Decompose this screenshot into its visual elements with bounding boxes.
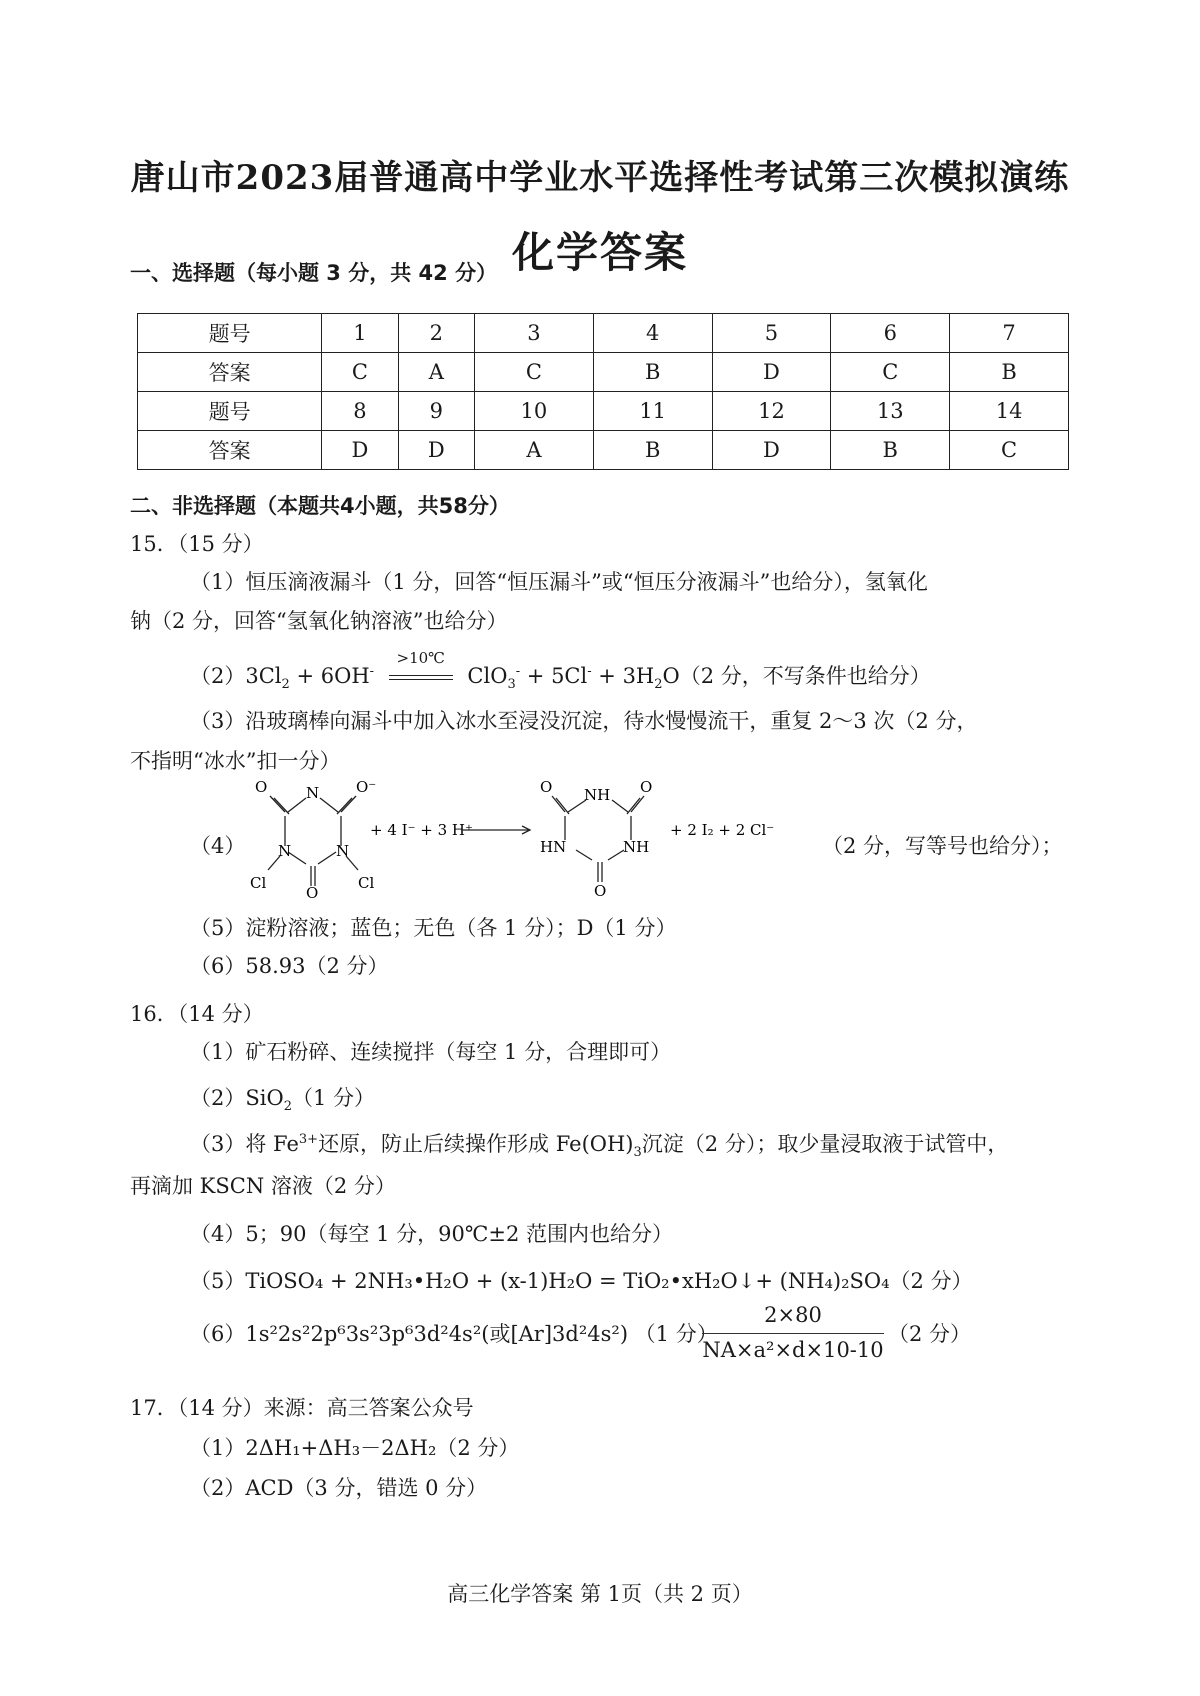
atom-label: O — [540, 778, 553, 796]
answer-table — [137, 313, 1069, 470]
density-fraction — [702, 1303, 884, 1362]
q15-part3-line2: 不指明“冰水”扣一分） — [130, 749, 341, 773]
atom-label: O — [255, 778, 268, 796]
section-1-heading: 一、选择题（每小题 3 分，共 42 分） — [130, 261, 498, 285]
table-cell: C — [831, 353, 950, 392]
fraction-numerator: 2×80 — [764, 1303, 822, 1327]
q16-part1: （1）矿石粉碎、连续搅拌（每空 1 分，合理即可） — [190, 1040, 672, 1064]
table-cell: D — [398, 431, 474, 470]
text-span: 沉淀（2 分）；取少量浸取液于试管中， — [641, 1132, 1009, 1156]
q16-part4: （4）5；90（每空 1 分，90℃±2 范围内也给分） — [190, 1222, 673, 1246]
atom-label: Cl — [250, 874, 267, 892]
page-title: 唐山市2023届普通高中学业水平选择性考试第三次模拟演练 — [130, 158, 1070, 198]
atom-label: NH — [584, 786, 611, 804]
table-row — [138, 431, 1069, 470]
reaction-condition-arrow — [389, 649, 453, 680]
table-cell: A — [398, 353, 474, 392]
table-cell: 5 — [712, 314, 831, 353]
table-cell: D — [712, 353, 831, 392]
table-cell: 答案 — [138, 431, 322, 470]
q15-part4-reaction-structures — [220, 770, 820, 900]
section-2-heading: 二、非选择题（本题共4小题，共58分） — [130, 494, 510, 518]
q16-part3-line2: 再滴加 KSCN 溶液（2 分） — [130, 1174, 396, 1198]
table-cell: C — [475, 353, 594, 392]
eq-text: + 3H — [591, 664, 655, 688]
table-cell: D — [322, 431, 398, 470]
table-row — [138, 353, 1069, 392]
text-span: （2）SiO — [190, 1086, 284, 1110]
eq-text: + 6OH — [289, 664, 370, 688]
table-cell: 14 — [950, 392, 1069, 431]
atom-label: NH — [623, 838, 650, 856]
q15-part4-label: （4） — [190, 834, 246, 858]
q16-part6: （6）1s²2s²2p⁶3s²3p⁶3d²4s²(或[Ar]3d²4s²) （1 分） — [190, 1322, 718, 1346]
table-cell: 12 — [712, 392, 831, 431]
atom-label: O — [640, 778, 653, 796]
q15-part6: （6）58.93（2 分） — [190, 954, 389, 978]
atom-label: N — [336, 842, 350, 860]
reaction-condition: >10℃ — [396, 649, 445, 667]
table-cell: B — [950, 353, 1069, 392]
page-footer: 高三化学答案 第 1页（共 2 页） — [447, 1582, 753, 1606]
atom-label: HN — [540, 838, 567, 856]
reaction-reagents: + 4 I⁻ + 3 H⁺ — [370, 821, 473, 839]
text-span: （1 分） — [291, 1086, 376, 1110]
table-cell: 6 — [831, 314, 950, 353]
q15-part4-note: （2 分，写等号也给分）； — [822, 834, 1063, 858]
table-cell: 7 — [950, 314, 1069, 353]
q17-part2: （2）ACD（3 分，错选 0 分） — [190, 1476, 488, 1500]
table-cell: 8 — [322, 392, 398, 431]
q15-part1-line1: （1）恒压滴液漏斗（1 分，回答“恒压漏斗”或“恒压分液漏斗”也给分），氢氧化 — [190, 570, 928, 594]
table-cell: 2 — [398, 314, 474, 353]
atom-label: O⁻ — [356, 778, 377, 796]
table-cell: 题号 — [138, 392, 322, 431]
q15-part5: （5）淀粉溶液；蓝色；无色（各 1 分）；D（1 分） — [190, 916, 677, 940]
q16-part5: （5）TiOSO₄ + 2NH₃•H₂O + (x-1)H₂O = TiO₂•xH₂O↓+ (NH₄)₂SO₄（2 分） — [190, 1269, 973, 1293]
table-cell: 13 — [831, 392, 950, 431]
atom-label: N — [306, 784, 320, 802]
table-cell: 9 — [398, 392, 474, 431]
page-subtitle: 化学答案 — [511, 228, 688, 277]
table-cell: B — [593, 431, 712, 470]
q16-part2: （2）SiO$_2$（1 分） — [190, 1086, 376, 1115]
q16-part3-line1: （3）将 $Fe^{3+}$还原，防止后续操作形成 $Fe(OH)_3$沉淀（2 分）；取少量浸取液于试管中， — [190, 1132, 1009, 1161]
q16-heading: 16．（14 分） — [130, 1002, 264, 1026]
text-span: 还原，防止后续操作形成 Fe(OH) — [318, 1132, 634, 1156]
table-cell: 答案 — [138, 353, 322, 392]
table-cell: A — [475, 431, 594, 470]
q17-part1: （1）2ΔH₁+ΔH₃－2ΔH₂（2 分） — [190, 1436, 520, 1460]
atom-label: O — [594, 882, 607, 900]
fraction-score: （2 分） — [888, 1322, 972, 1346]
table-cell: C — [322, 353, 398, 392]
table-cell: 4 — [593, 314, 712, 353]
table-cell: C — [950, 431, 1069, 470]
q15-part3-line1: （3）沿玻璃棒向漏斗中加入冰水至浸没沉淀，待水慢慢流干，重复 2～3 次（2 分， — [190, 709, 978, 733]
table-cell: B — [593, 353, 712, 392]
table-cell: 3 — [475, 314, 594, 353]
eq-text: ClO — [467, 664, 508, 688]
atom-label: O — [306, 884, 319, 900]
table-cell: 10 — [475, 392, 594, 431]
q15-heading: 15．（15 分） — [130, 532, 264, 556]
table-cell: D — [712, 431, 831, 470]
table-cell: 11 — [593, 392, 712, 431]
eq-text: O（2 分，不写条件也给分） — [662, 664, 931, 688]
atom-label: N — [278, 842, 292, 860]
eq-text: + 5Cl — [520, 664, 588, 688]
table-row — [138, 392, 1069, 431]
q15-part1-line2: 钠（2 分，回答“氢氧化钠溶液”也给分） — [130, 609, 508, 633]
table-cell: 题号 — [138, 314, 322, 353]
table-cell: B — [831, 431, 950, 470]
atom-label: Cl — [358, 874, 375, 892]
fraction-denominator: NA×a²×d×10-10 — [702, 1338, 884, 1362]
text-span: （3）将 Fe — [190, 1132, 299, 1156]
eq-text: （2）3Cl — [190, 664, 282, 688]
reaction-products: + 2 I₂ + 2 Cl⁻ — [670, 821, 775, 839]
table-row — [138, 314, 1069, 353]
table-cell: 1 — [322, 314, 398, 353]
q15-part2-equation: $(2)3Cl_2 + 6OH^-$ >10℃ $ClO_3^- + 5Cl^- + 3H_2O(2$ 分，不写条件也给分） — [190, 649, 931, 693]
q17-heading: 17．（14 分）来源：高三答案公众号 — [130, 1396, 474, 1420]
